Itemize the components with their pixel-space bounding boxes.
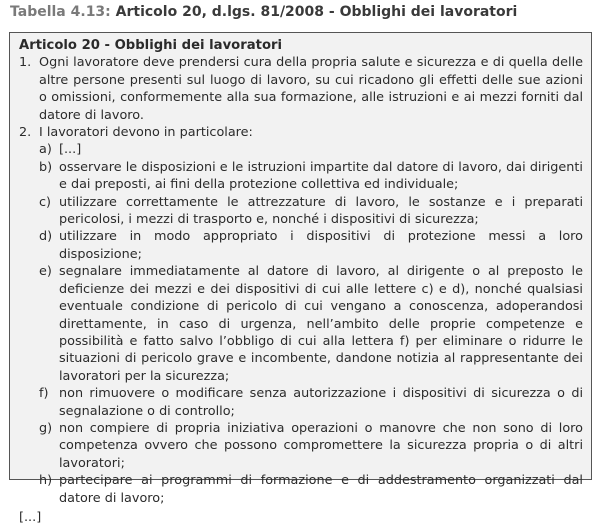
letter-item-a [39, 141, 583, 158]
caption-label: Tabella 4.13: [10, 4, 111, 20]
closing-ellipsis: [...] [19, 509, 42, 525]
letter-marker: d) [39, 229, 53, 245]
table-caption [10, 4, 517, 20]
letter-marker: e) [39, 264, 52, 280]
letter-text: osservare le disposizioni e le istruzioni impartite dal datore di lavoro, dai dirigenti e dai preposti, ai fini della protezione collettiva ed individuale; [59, 159, 583, 193]
letter-marker: g) [39, 420, 53, 436]
letter-text: segnalare immediatamente al datore di lavoro, al dirigente o al preposto le deficienze dei mezzi e dei dispositivi di cui alle lettere c) e d), nonché qualsiasi eventuale condizione di pericolo di cui vengano a conoscenza, adoperandosi direttamente, in caso di urgenza, nell’ambito delle proprie competenze e possibilità e fatto salvo l’obbligo di cui alla lettera f) per eliminare o ridurre le situazioni di pericolo grave e incombente, dandone notizia al rappresentante dei lavoratori per la sicurezza; [59, 264, 583, 384]
letter-list [39, 141, 583, 507]
letter-item-b [39, 159, 583, 194]
letter-item-e [39, 263, 583, 385]
letter-marker: h) [39, 473, 53, 489]
letter-item-g [39, 420, 583, 472]
letter-text: utilizzare correttamente le attrezzature di lavoro, le sostanze e i preparati pericolosi, i mezzi di trasporto e, nonché i dispositivi di sicurezza; [59, 194, 583, 228]
letter-text: non rimuovere o modificare senza autorizzazione i dispositivi di sicurezza o di segnalazione o di controllo; [59, 386, 583, 419]
item-number: 2. [19, 125, 32, 141]
letter-marker: c) [39, 194, 52, 210]
letter-marker: b) [39, 159, 53, 175]
letter-item-f [39, 385, 583, 420]
letter-text: partecipare ai programmi di formazione e di addestramento organizzati dal datore di lavoro; [59, 473, 583, 506]
item-number: 1. [19, 55, 32, 71]
letter-item-h [39, 472, 583, 507]
letter-text: non compiere di propria iniziativa operazioni o manovre che non sono di loro competenza ovvero che possono compromettere la sicurezza propria o di altri lavoratori; [59, 420, 583, 471]
letter-text: utilizzare in modo appropriato i dispositivi di protezione messi a loro disposizione; [59, 229, 583, 262]
article-box [9, 32, 592, 525]
article-title: Articolo 20 - Obblighi dei lavoratori [19, 38, 283, 53]
letter-marker: a) [39, 142, 52, 158]
article-item-2 [19, 124, 583, 141]
item-text: Ogni lavoratore deve prendersi cura della propria salute e sicurezza e di quella delle altre persone presenti sul luogo di lavoro, su cui ricadono gli effetti delle sue azioni o omissioni, conformemente alla sua formazione, alle istruzioni e ai mezzi forniti dal datore di lavoro. [39, 55, 583, 123]
letter-item-c [39, 194, 583, 229]
letter-item-d [39, 228, 583, 263]
item-text: I lavoratori devono in particolare: [39, 125, 253, 141]
letter-text: [...] [59, 142, 82, 158]
caption-text: Articolo 20, d.lgs. 81/2008 - Obblighi dei lavoratori [115, 4, 518, 20]
letter-marker: f) [39, 386, 49, 402]
article-item-1 [19, 54, 583, 124]
